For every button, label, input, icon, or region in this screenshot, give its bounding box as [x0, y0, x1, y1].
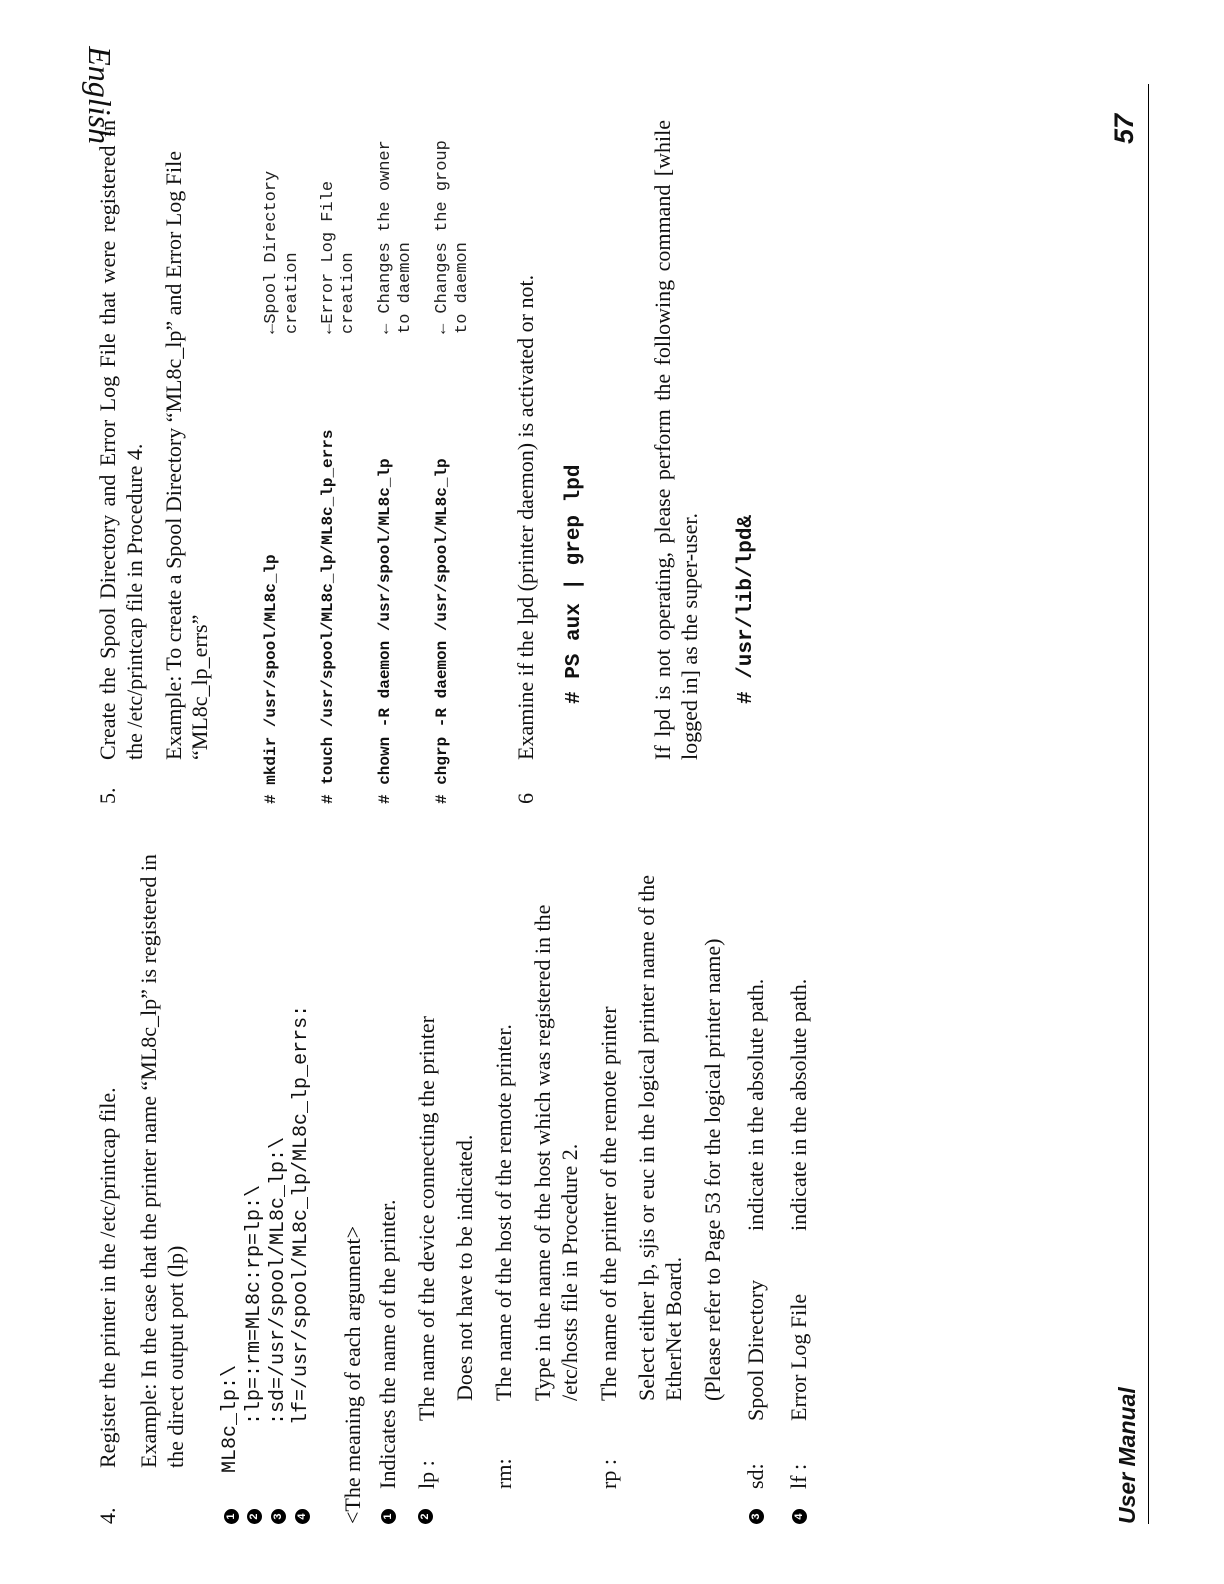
code-line: ML8c_lp:\ — [219, 1364, 243, 1473]
step-5 — [95, 84, 149, 804]
arg-label: Error Log File — [785, 1293, 811, 1421]
command-note: ← Changes the group to daemon — [432, 140, 473, 334]
left-column — [95, 804, 813, 1524]
marker-1-icon: 1 — [224, 1509, 239, 1524]
step-number: 5. — [95, 787, 120, 804]
code-line: :sd=/usr/spool/ML8c_lp:\ — [266, 1136, 290, 1473]
language-tab: English — [82, 46, 119, 144]
command-line: # /usr/lib/lpd& — [734, 514, 758, 704]
arg-text: indicate in the absolute path. — [742, 978, 768, 1231]
command-list — [262, 84, 473, 804]
arg-key: lf : — [785, 1463, 811, 1489]
command-note: ←Spool Directory creation — [262, 170, 302, 334]
marker-4-icon: 4 — [295, 1509, 310, 1524]
step-text: Examine if the lpd (printer daemon) is activated or not. — [513, 274, 539, 760]
arg-text: indicate in the absolute path. — [785, 978, 811, 1231]
arg-key: rp : — [595, 1459, 621, 1489]
step-4-example: Example: In the case that the printer name “ML8c_lp” is registered in the direct output port (lp) — [135, 854, 188, 1468]
command-line: # chgrp -R daemon /usr/spool/ML8c_lp — [432, 458, 451, 804]
argument-list — [375, 804, 813, 1524]
page-number: 57 — [1109, 113, 1139, 144]
marker-3-icon: 3 — [749, 1509, 764, 1524]
marker-2-icon: 2 — [247, 1509, 262, 1524]
arg-text: The name of the device connecting the printer — [413, 1016, 439, 1421]
step-number: 4. — [95, 1507, 120, 1524]
printcap-code — [219, 804, 313, 1524]
marker-3-icon: 3 — [271, 1509, 286, 1524]
marker-4-icon: 4 — [792, 1509, 807, 1524]
step-text: Register the printer in the /etc/printcap file. — [95, 1087, 120, 1468]
arg-label: Spool Directory — [742, 1279, 768, 1421]
footer-rule — [1148, 84, 1149, 1524]
arg-text: (Please refer to Page 53 for the logical printer name) — [700, 938, 726, 1401]
meaning-heading: <The meaning of each argument> — [339, 1225, 365, 1524]
command-line: # chown -R daemon /usr/spool/ML8c_lp — [375, 458, 394, 804]
arg-text: Does not have to be indicated. — [452, 1134, 478, 1401]
step-number: 6 — [513, 793, 539, 804]
step-4 — [95, 804, 122, 1524]
step-6 — [513, 84, 540, 804]
arg-text: Type in the name of the host which was registered in the /etc/hosts file in Procedure 2. — [530, 904, 582, 1401]
code-line: :lp=:rm=ML8c:rp=lp:\ — [243, 1184, 267, 1473]
step-text: Create the Spool Directory and Error Log File that were registered in the /etc/printcap file in Procedure 4. — [95, 120, 147, 760]
command-line: # mkdir /usr/spool/ML8c_lp — [262, 554, 281, 804]
arg-key: sd: — [742, 1463, 768, 1489]
arg-text: Indicates the name of the printer. — [374, 1199, 400, 1489]
right-column — [95, 84, 759, 804]
code-line: lf=/usr/spool/ML8c_lp/ML8c_lp_errs: — [290, 1004, 314, 1473]
command-line: # touch /usr/spool/ML8c_lp/ML8c_lp_errs — [319, 429, 338, 804]
marker-2-icon: 2 — [418, 1509, 433, 1524]
command-note: ← Changes the owner to daemon — [375, 140, 416, 334]
step-6-text: If lpd is not operating, please perform the following command [while logged in] as the super-user. — [649, 120, 702, 760]
arg-text: The name of the host of the remote printer. — [491, 1024, 517, 1401]
footer-title: User Manual — [1114, 1387, 1140, 1524]
arg-text: Select either lp, sjis or euc in the logical printer name of the EtherNet Board. — [634, 875, 687, 1401]
arg-key: lp : — [413, 1460, 439, 1489]
command-line: # PS aux | grep lpd — [563, 464, 587, 704]
arg-key: rm: — [491, 1458, 517, 1489]
marker-1-icon: 1 — [381, 1509, 396, 1524]
step-5-example: Example: To create a Spool Directory “ML8c_lp” and Error Log File “ML8c_lp_errs” — [160, 151, 213, 760]
command-note: ←Error Log File creation — [319, 180, 359, 334]
arg-text: The name of the printer of the remote printer — [595, 1006, 621, 1401]
